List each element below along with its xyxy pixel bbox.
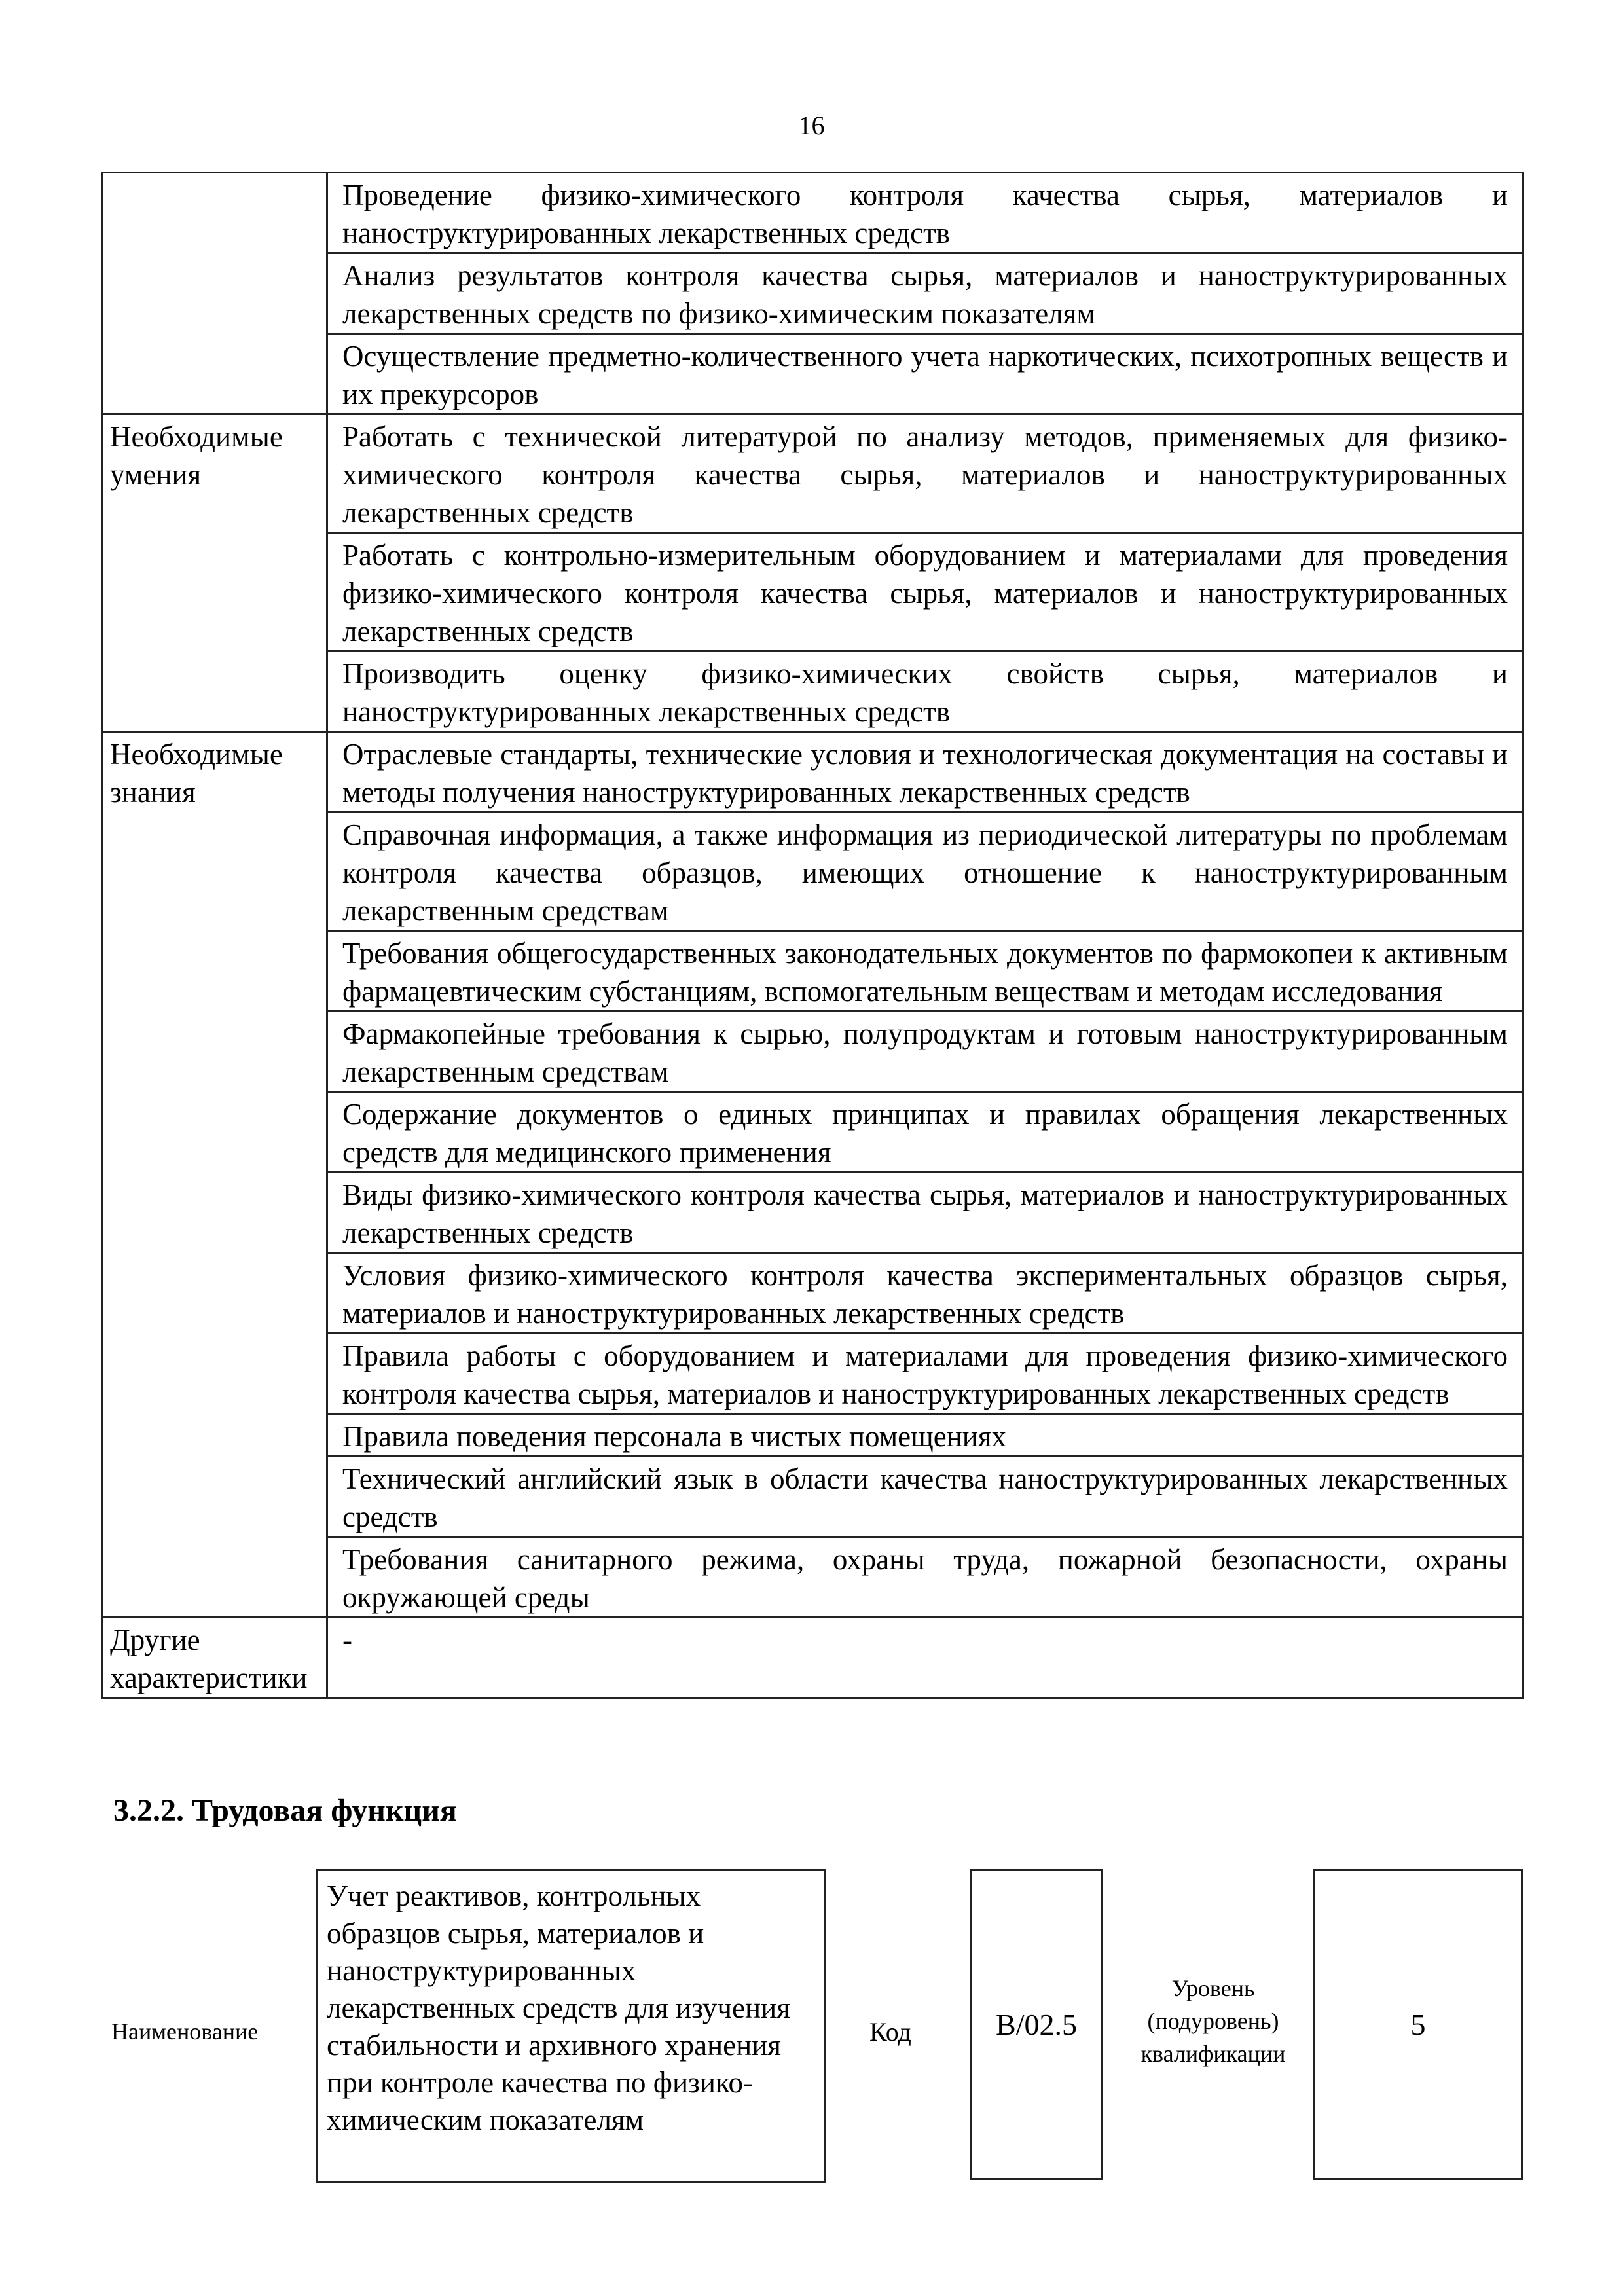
label-cell-empty (103, 173, 327, 414)
table-cell: Правила поведения персонала в чистых помещениях (327, 1414, 1523, 1457)
table-cell: Работать с контрольно-измерительным оборудованием и материалами для проведения физико-химического контроля качества сырья, материалов и наноструктурированных лекарственных средств (327, 533, 1523, 651)
name-value-box: Учет реактивов, контрольных образцов сырья, материалов и наноструктурированных лекарственных средств для изучения стабильности и архивного хранения при контроле качества по физико-химическим показателям (316, 1869, 826, 2183)
table-cell: Проведение физико-химического контроля качества сырья, материалов и наноструктурированных лекарственных средств (327, 173, 1523, 253)
page-number: 16 (798, 111, 825, 140)
competency-table (101, 172, 1524, 1699)
table-row (103, 173, 1523, 253)
section-heading: 3.2.2. Трудовая функция (113, 1793, 457, 1828)
qualification-level-value: 5 (1410, 2008, 1426, 2041)
table-cell: Фармакопейные требования к сырью, полупродуктам и готовым наноструктурированным лекарственным средствам (327, 1011, 1523, 1092)
qualification-level-label: Уровень (подуровень) квалификации (1140, 1975, 1286, 2067)
table-cell: Правила работы с оборудованием и материалами для проведения физико-химического контроля качества сырья, материалов и наноструктурированных лекарственных средств (327, 1334, 1523, 1414)
table-row (103, 1618, 1523, 1698)
table-cell: Содержание документов о единых принципах и правилах обращения лекарственных средств для медицинского применения (327, 1092, 1523, 1173)
table-cell: Работать с технической литературой по анализу методов, применяемых для физико-химического контроля качества сырья, материалов и наноструктурированных лекарственных средств (327, 414, 1523, 533)
other-value: - (327, 1618, 1523, 1698)
code-value: В/02.5 (996, 2008, 1077, 2041)
table-cell: Анализ результатов контроля качества сырья, материалов и наноструктурированных лекарственных средств по физико-химическим показателям (327, 253, 1523, 334)
qualification-level-box (1313, 1869, 1523, 2180)
table-cell: Производить оценку физико-химических свойств сырья, материалов и наноструктурированных лекарственных средств (327, 651, 1523, 732)
code-value-box (970, 1869, 1103, 2180)
code-label: Код (869, 2017, 911, 2047)
table-cell: Требования общегосударственных законодательных документов по фармокопеи к активным фармацевтическим субстанциям, вспомогательным веществам и методам исследования (327, 931, 1523, 1011)
other-label: Другие характеристики (103, 1618, 327, 1698)
table-row (103, 414, 1523, 533)
table-cell: Виды физико-химического контроля качества сырья, материалов и наноструктурированных лекарственных средств (327, 1173, 1523, 1253)
table-row (103, 732, 1523, 812)
skills-label: Необходимые умения (103, 414, 327, 732)
table-cell: Условия физико-химического контроля качества экспериментальных образцов сырья, материалов и наноструктурированных лекарственных средств (327, 1253, 1523, 1334)
name-label: Наименование (111, 2018, 259, 2045)
table-cell: Требования санитарного режима, охраны труда, пожарной безопасности, охраны окружающей среды (327, 1537, 1523, 1618)
knowledge-label: Необходимые знания (103, 732, 327, 1618)
table-cell: Осуществление предметно-количественного учета наркотических, психотропных веществ и их прекурсоров (327, 334, 1523, 414)
table-cell: Технический английский язык в области качества наноструктурированных лекарственных средств (327, 1457, 1523, 1537)
table-cell: Справочная информация, а также информация из периодической литературы по проблемам контроля качества образцов, имеющих отношение к наноструктурированным лекарственным средствам (327, 812, 1523, 931)
table-cell: Отраслевые стандарты, технические условия и технологическая документация на составы и методы получения наноструктурированных лекарственных средств (327, 732, 1523, 812)
